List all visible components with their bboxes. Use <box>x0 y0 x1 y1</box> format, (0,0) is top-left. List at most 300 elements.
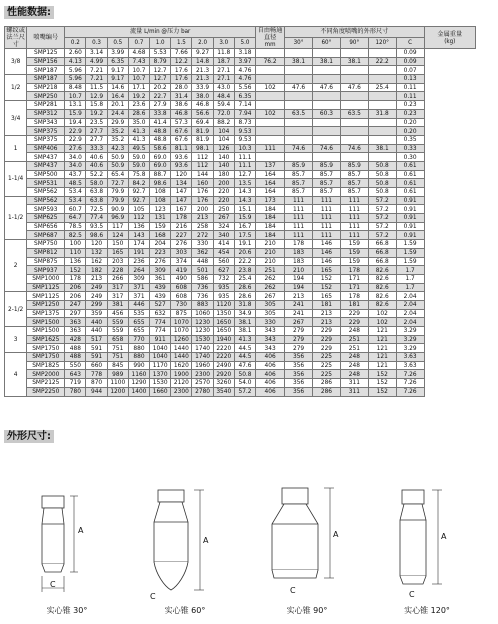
value-cell: 2300 <box>192 370 213 379</box>
value-cell: 76.2 <box>256 57 285 66</box>
table-row <box>5 222 476 231</box>
value-cell: 42.3 <box>107 144 128 153</box>
value-cell: 935 <box>213 283 234 292</box>
value-cell: 22.7 <box>150 92 171 101</box>
value-cell: 82.6 <box>368 292 396 301</box>
nozzle-cell: SMP437 <box>27 161 65 170</box>
value-cell: 19.2 <box>128 92 149 101</box>
label-c: C <box>150 592 156 601</box>
value-cell: 2300 <box>171 387 192 396</box>
value-cell: 147 <box>171 188 192 197</box>
pipe-size-cell: 3/4 <box>5 101 27 136</box>
value-cell: 9.17 <box>107 66 128 75</box>
value-cell: 2120 <box>171 379 192 388</box>
value-cell: 736 <box>192 292 213 301</box>
table-row <box>5 49 476 58</box>
value-cell: 225 <box>313 353 341 362</box>
value-cell: 535 <box>128 309 149 318</box>
value-cell <box>340 153 368 162</box>
value-cell: 69.0 <box>150 153 171 162</box>
value-cell: 248 <box>340 361 368 370</box>
value-cell: 501 <box>192 266 213 275</box>
value-cell: 98.1 <box>192 144 213 153</box>
value-cell: 8.48 <box>65 83 86 92</box>
value-cell: 48.4 <box>213 92 234 101</box>
value-cell: 81.1 <box>171 144 192 153</box>
table-row <box>5 344 476 353</box>
flow-header: 流量 L/min @压力 bar <box>65 27 256 38</box>
value-cell: 168 <box>150 231 171 240</box>
value-cell: 12.2 <box>171 57 192 66</box>
value-cell <box>313 49 341 58</box>
value-cell: 3.14 <box>86 49 107 58</box>
value-cell: 15.9 <box>234 214 255 223</box>
label-c: C <box>290 586 296 595</box>
value-cell: 82.5 <box>65 231 86 240</box>
nozzle-cell: SMP312 <box>27 109 65 118</box>
value-cell: 419 <box>171 266 192 275</box>
value-cell <box>313 135 341 144</box>
pressure-header: 5.0 <box>234 38 255 49</box>
value-cell: 112 <box>128 214 149 223</box>
nozzle-cell: SMP281 <box>27 101 65 110</box>
value-cell: 356 <box>285 379 313 388</box>
value-cell: 50.8 <box>368 188 396 197</box>
value-cell: 38.1 <box>368 144 396 153</box>
value-cell: 164 <box>256 170 285 179</box>
value-cell: 111 <box>313 231 341 240</box>
value-cell: 59.4 <box>213 101 234 110</box>
value-cell: 0.11 <box>396 83 424 92</box>
value-cell: 356 <box>285 353 313 362</box>
value-cell: 178 <box>171 214 192 223</box>
value-cell: 627 <box>213 266 234 275</box>
pressure-header: 0.3 <box>86 38 107 49</box>
value-cell: 102 <box>368 318 396 327</box>
nozzle-cell: SMP500 <box>27 170 65 179</box>
value-cell: 206 <box>65 292 86 301</box>
value-cell: 43.7 <box>65 170 86 179</box>
label-a: A <box>333 530 339 539</box>
value-cell: 560 <box>213 257 234 266</box>
table-row <box>5 170 476 179</box>
value-cell: 85.7 <box>285 179 313 188</box>
value-cell: 241 <box>285 300 313 309</box>
value-cell: 85.9 <box>313 161 341 170</box>
value-cell: 3.63 <box>396 361 424 370</box>
value-cell: 57.2 <box>234 387 255 396</box>
value-cell: 152 <box>368 387 396 396</box>
value-cell: 14.3 <box>234 188 255 197</box>
value-cell: 9.53 <box>234 127 255 136</box>
value-cell: 146 <box>313 257 341 266</box>
value-cell: 159 <box>340 240 368 249</box>
table-row <box>5 214 476 223</box>
value-cell: 63.8 <box>86 188 107 197</box>
value-cell: 178 <box>285 240 313 249</box>
value-cell <box>313 118 341 127</box>
value-cell: 43.0 <box>213 83 234 92</box>
value-cell: 428 <box>65 335 86 344</box>
nozzle-cell: SMP625 <box>27 214 65 223</box>
value-cell: 267 <box>256 292 285 301</box>
pressure-header: 3.0 <box>213 38 234 49</box>
value-cell: 0.33 <box>396 144 424 153</box>
table-row <box>5 248 476 257</box>
value-cell: 108 <box>150 188 171 197</box>
value-cell: 210 <box>256 248 285 257</box>
value-cell: 176 <box>192 188 213 197</box>
value-cell: 85.7 <box>313 188 341 197</box>
nozzle-cell: SMP1125 <box>27 292 65 301</box>
value-cell: 144 <box>192 170 213 179</box>
value-cell: 25.4 <box>234 274 255 283</box>
nozzle-cell: SMP125 <box>27 49 65 58</box>
value-cell: 56.6 <box>192 109 213 118</box>
value-cell: 41.3 <box>128 135 149 144</box>
value-cell: 559 <box>107 318 128 327</box>
value-cell: 3.97 <box>234 57 255 66</box>
value-cell <box>256 75 285 84</box>
value-cell: 883 <box>192 300 213 309</box>
value-cell: 58.6 <box>150 144 171 153</box>
value-cell: 6.35 <box>107 57 128 66</box>
value-cell: 2.04 <box>396 318 424 327</box>
value-cell: 1620 <box>171 361 192 370</box>
value-cell: 102 <box>256 83 285 92</box>
value-cell: 3540 <box>213 387 234 396</box>
value-cell: 82.6 <box>368 274 396 283</box>
value-cell: 305 <box>256 309 285 318</box>
value-cell: 46.8 <box>171 109 192 118</box>
value-cell: 279 <box>285 335 313 344</box>
value-cell: 3.63 <box>396 353 424 362</box>
label-c: C <box>50 580 56 589</box>
value-cell: 184 <box>256 231 285 240</box>
value-cell: 362 <box>192 248 213 257</box>
value-cell: 171 <box>340 283 368 292</box>
value-cell: 28.6 <box>234 292 255 301</box>
value-cell: 1060 <box>192 309 213 318</box>
value-cell: 446 <box>128 300 149 309</box>
value-cell: 59.0 <box>128 161 149 170</box>
nozzle-90-drawing <box>252 444 362 614</box>
value-cell: 173 <box>256 196 285 205</box>
value-cell: 264 <box>128 266 149 275</box>
value-cell: 162 <box>86 257 107 266</box>
table-row <box>5 240 476 249</box>
value-cell: 248 <box>340 353 368 362</box>
value-cell: 363 <box>65 318 86 327</box>
value-cell: 220 <box>213 188 234 197</box>
angle-header: 90° <box>340 38 368 49</box>
value-cell: 183 <box>285 248 313 257</box>
value-cell: 9.27 <box>192 49 213 58</box>
value-cell: 439 <box>150 283 171 292</box>
value-cell: 330 <box>256 318 285 327</box>
value-cell: 23.6 <box>128 101 149 110</box>
angle-header: C <box>396 38 424 49</box>
value-cell: 111 <box>340 196 368 205</box>
value-cell: 311 <box>340 387 368 396</box>
value-cell: 1740 <box>192 344 213 353</box>
value-cell: 272 <box>192 231 213 240</box>
value-cell: 220 <box>213 196 234 205</box>
value-cell: 67.6 <box>171 135 192 144</box>
value-cell: 1960 <box>192 361 213 370</box>
value-cell: 14.8 <box>192 57 213 66</box>
value-cell: 65.4 <box>107 170 128 179</box>
value-cell: 164 <box>256 179 285 188</box>
value-cell: 35.0 <box>128 118 149 127</box>
value-cell: 3.29 <box>396 327 424 336</box>
value-cell: 41.3 <box>234 335 255 344</box>
value-cell: 181 <box>313 300 341 309</box>
pipe-size-cell: 1-1/2 <box>5 196 27 239</box>
value-cell: 1290 <box>128 379 149 388</box>
value-cell: 123 <box>150 205 171 214</box>
pressure-header: 0.5 <box>107 38 128 49</box>
value-cell: 47.6 <box>340 83 368 92</box>
value-cell: 111 <box>313 214 341 223</box>
value-cell: 104 <box>213 127 234 136</box>
value-cell: 74.6 <box>313 144 341 153</box>
value-cell: 57.3 <box>171 118 192 127</box>
value-cell: 770 <box>128 335 149 344</box>
value-cell: 21.3 <box>192 66 213 75</box>
value-cell: 7.21 <box>86 66 107 75</box>
value-cell: 330 <box>192 240 213 249</box>
value-cell: 454 <box>213 248 234 257</box>
pipe-size-cell: 1 <box>5 135 27 161</box>
value-cell: 279 <box>285 327 313 336</box>
value-cell: 152 <box>368 379 396 388</box>
value-cell: 178 <box>340 266 368 275</box>
value-cell: 111 <box>285 222 313 231</box>
nozzle-cell: SMP1500 <box>27 318 65 327</box>
value-cell: 1040 <box>150 344 171 353</box>
value-cell: 183 <box>285 257 313 266</box>
value-cell: 38.1 <box>234 318 255 327</box>
value-cell: 159 <box>340 248 368 257</box>
value-cell: 780 <box>65 387 86 396</box>
value-cell: 52.2 <box>86 170 107 179</box>
value-cell: 77.4 <box>86 214 107 223</box>
value-cell: 309 <box>128 274 149 283</box>
value-cell: 1650 <box>213 327 234 336</box>
value-cell: 1200 <box>107 387 128 396</box>
value-cell: 180 <box>213 170 234 179</box>
value-cell: 111 <box>285 205 313 214</box>
value-cell: 33.3 <box>86 144 107 153</box>
value-cell: 47.6 <box>313 83 341 92</box>
value-cell: 63.5 <box>285 109 313 118</box>
table-row <box>5 274 476 283</box>
value-cell: 608 <box>171 292 192 301</box>
value-cell: 1530 <box>192 335 213 344</box>
table-row <box>5 231 476 240</box>
value-cell: 17.6 <box>171 75 192 84</box>
value-cell: 25.4 <box>368 83 396 92</box>
value-cell: 440 <box>86 327 107 336</box>
value-cell: 248 <box>340 327 368 336</box>
value-cell: 96.9 <box>107 214 128 223</box>
value-cell: 67.6 <box>171 127 192 136</box>
value-cell: 608 <box>171 283 192 292</box>
value-cell: 5.96 <box>65 75 86 84</box>
value-cell: 79.9 <box>107 196 128 205</box>
value-cell: 136 <box>128 222 149 231</box>
value-cell: 38.1 <box>340 57 368 66</box>
value-cell: 98.6 <box>150 179 171 188</box>
value-cell: 317 <box>107 292 128 301</box>
value-cell: 203 <box>107 257 128 266</box>
value-cell: 250 <box>213 205 234 214</box>
value-cell: 112 <box>192 161 213 170</box>
value-cell: 14.6 <box>107 83 128 92</box>
value-cell: 92.7 <box>128 188 149 197</box>
value-cell: 591 <box>86 353 107 362</box>
value-cell: 150 <box>107 240 128 249</box>
table-row <box>5 292 476 301</box>
value-cell: 1070 <box>171 318 192 327</box>
value-cell: 736 <box>192 283 213 292</box>
value-cell <box>313 66 341 75</box>
value-cell: 2780 <box>192 387 213 396</box>
value-cell: 0.23 <box>396 109 424 118</box>
table-row <box>5 135 476 144</box>
value-cell: 34.0 <box>65 153 86 162</box>
value-cell: 7.43 <box>128 57 149 66</box>
value-cell: 88.7 <box>150 170 171 179</box>
value-cell: 2570 <box>192 379 213 388</box>
value-cell: 85.7 <box>285 170 313 179</box>
value-cell: 140 <box>213 153 234 162</box>
value-cell: 147 <box>171 196 192 205</box>
value-cell <box>256 127 285 136</box>
nozzle-cell: SMP562 <box>27 196 65 205</box>
value-cell: 63.5 <box>340 109 368 118</box>
value-cell: 23.5 <box>86 118 107 127</box>
value-cell: 225 <box>313 361 341 370</box>
diagram-caption: 实心锥 30° <box>46 606 88 615</box>
value-cell: 251 <box>340 344 368 353</box>
value-cell: 303 <box>171 248 192 257</box>
value-cell: 406 <box>256 361 285 370</box>
value-cell <box>340 49 368 58</box>
value-cell: 559 <box>107 327 128 336</box>
nozzle-cell: SMP656 <box>27 222 65 231</box>
value-cell: 247 <box>65 300 86 309</box>
value-cell: 0.09 <box>396 57 424 66</box>
value-cell: 0.20 <box>396 118 424 127</box>
value-cell: 57.2 <box>368 222 396 231</box>
value-cell: 3.29 <box>396 335 424 344</box>
value-cell: 845 <box>107 361 128 370</box>
value-cell: 0.13 <box>396 75 424 84</box>
value-cell: 279 <box>285 344 313 353</box>
value-cell: 191 <box>128 248 149 257</box>
pipe-size-cell: 4 <box>5 353 27 396</box>
value-cell: 33.9 <box>192 83 213 92</box>
value-cell: 50.8 <box>234 370 255 379</box>
value-cell: 146 <box>313 240 341 249</box>
value-cell: 490 <box>171 274 192 283</box>
value-cell: 49.5 <box>128 144 149 153</box>
value-cell <box>368 75 396 84</box>
value-cell: 1.59 <box>396 257 424 266</box>
value-cell: 200 <box>213 179 234 188</box>
value-cell: 229 <box>313 335 341 344</box>
diagram-caption: 实心锥 90° <box>286 606 328 615</box>
value-cell <box>256 66 285 75</box>
value-cell: 732 <box>213 274 234 283</box>
value-cell: 632 <box>150 309 171 318</box>
value-cell: 2920 <box>213 370 234 379</box>
value-cell: 111 <box>285 231 313 240</box>
value-cell: 276 <box>171 240 192 249</box>
value-cell: 35.2 <box>107 135 128 144</box>
value-cell: 111 <box>340 222 368 231</box>
value-cell: 174 <box>128 240 149 249</box>
value-cell: 213 <box>313 318 341 327</box>
value-cell <box>368 49 396 58</box>
value-cell: 140 <box>213 161 234 170</box>
value-cell: 21.3 <box>192 75 213 84</box>
table-row <box>5 300 476 309</box>
value-cell: 17.1 <box>128 83 149 92</box>
value-cell: 2.04 <box>396 292 424 301</box>
value-cell: 1.7 <box>396 266 424 275</box>
value-cell: 54.0 <box>234 379 255 388</box>
value-cell: 111 <box>340 214 368 223</box>
value-cell: 184 <box>256 205 285 214</box>
value-cell: 88.2 <box>213 118 234 127</box>
value-cell: 85.9 <box>340 161 368 170</box>
value-cell: 880 <box>128 353 149 362</box>
value-cell: 81.9 <box>192 127 213 136</box>
value-cell: 251 <box>340 335 368 344</box>
value-cell: 17.6 <box>171 66 192 75</box>
value-cell: 93.5 <box>86 222 107 231</box>
value-cell <box>256 135 285 144</box>
value-cell: 1260 <box>171 335 192 344</box>
value-cell: 359 <box>86 309 107 318</box>
value-cell: 0.91 <box>396 222 424 231</box>
value-cell: 229 <box>340 309 368 318</box>
value-cell: 35.2 <box>107 127 128 136</box>
value-cell: 11.8 <box>213 49 234 58</box>
value-cell: 4.99 <box>86 57 107 66</box>
value-cell: 85.7 <box>313 170 341 179</box>
table-row <box>5 370 476 379</box>
table-row <box>5 318 476 327</box>
value-cell: 117 <box>107 222 128 231</box>
value-cell <box>368 101 396 110</box>
value-cell: 146 <box>313 248 341 257</box>
value-cell: 136 <box>65 257 86 266</box>
value-cell <box>285 92 313 101</box>
value-cell: 4.76 <box>234 75 255 84</box>
value-cell <box>368 127 396 136</box>
value-cell: 69.0 <box>150 161 171 170</box>
value-cell: 22.2 <box>234 257 255 266</box>
pipe-size-cell: 1-1/4 <box>5 161 27 196</box>
value-cell: 3.29 <box>396 344 424 353</box>
value-cell: 4.76 <box>234 66 255 75</box>
value-cell: 85.7 <box>340 188 368 197</box>
nozzle-cell: SMP406 <box>27 144 65 153</box>
